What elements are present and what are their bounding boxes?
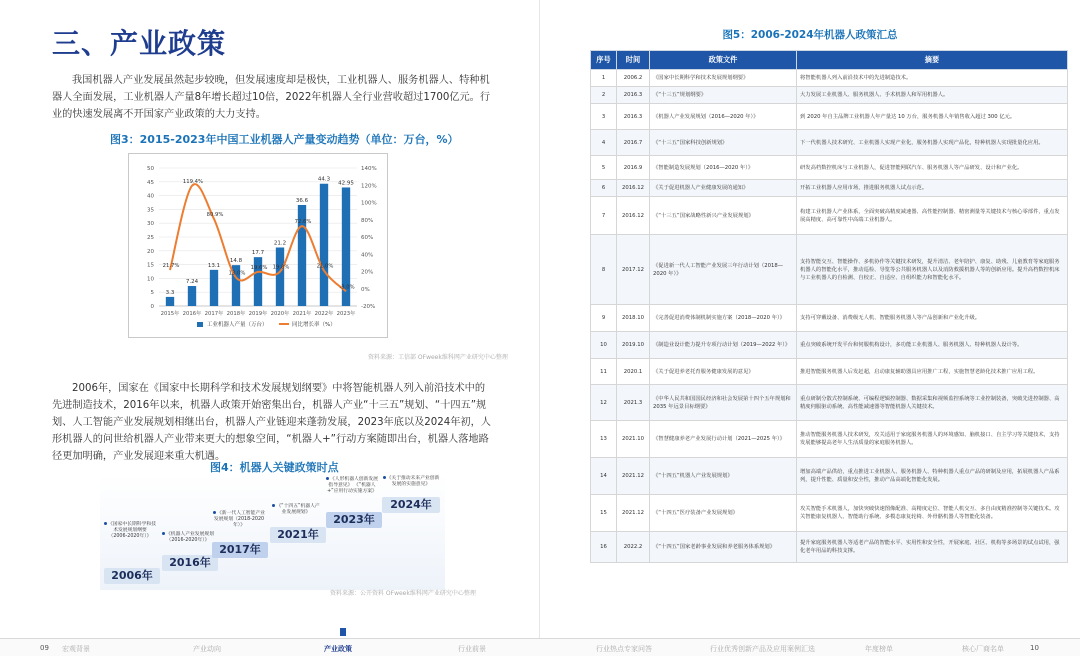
cell-summary: 将智能机器人列入前沿技术中的先进制造技术。 — [797, 70, 1068, 87]
bullet-icon — [213, 511, 216, 514]
bar-value-label: 42.95 — [338, 180, 354, 187]
cell-summary: 重点突破系统开发平台和伺服机构设计，多功能工业机器人、服务机器人、特种机器人设计等。 — [797, 332, 1068, 359]
x-tick-label: 2020年 — [270, 311, 290, 317]
table-row — [591, 87, 1068, 104]
bullet-icon — [272, 504, 275, 507]
cell-summary: 增加高端产品供给，重点推进工业机器人、服务机器人、特种机器人重点产品的研制及应用，拓展机器人产品系列，提升性能、质量和安全性，推动产品高端化智能化发展。 — [797, 458, 1068, 495]
timeline-step: 2017年 — [212, 542, 268, 558]
y-tick-label: 45 — [147, 179, 154, 186]
table-row — [591, 332, 1068, 359]
cell-summary: 大力发展工业机器人、服务机器人、手术机器人和军用机器人。 — [797, 87, 1068, 104]
cell-index: 8 — [591, 235, 617, 305]
footer-item-active[interactable]: 产业政策 — [324, 645, 352, 653]
y-tick-label: 10 — [147, 276, 154, 283]
table-header-row — [591, 51, 1068, 70]
cell-index: 4 — [591, 130, 617, 156]
table-row — [591, 359, 1068, 385]
cell-index: 7 — [591, 197, 617, 235]
cell-index: 9 — [591, 305, 617, 332]
cell-document: 《国家中长期科学和技术发展规划纲要》 — [650, 70, 797, 87]
cell-summary: 提升家庭服务机器人等适老产品的智能水平、实用性和安全性，开展家庭、社区、机构等多场景的试点试用，强化老年用品的科技支撑。 — [797, 532, 1068, 563]
cell-document: 《“十三五”国家科技创新规划》 — [650, 130, 797, 156]
table-row — [591, 104, 1068, 130]
line-value-label: 21.0% — [316, 263, 334, 270]
cell-date: 2021.12 — [617, 495, 650, 532]
table-row — [591, 70, 1068, 87]
timeline-note: 《“十四五”机器人产业发展规划》 — [270, 504, 322, 516]
cell-index: 2 — [591, 87, 617, 104]
table-row — [591, 458, 1068, 495]
cell-summary: 构建工业机器人产业体系，全面突破高精度减速器、高性能控制器、精密测量等关键技术与核心零部件，重点发展高精度、高可靠性中高端工业机器人。 — [797, 197, 1068, 235]
footer-item[interactable]: 宏观背景 — [62, 645, 90, 653]
header-summary: 摘要 — [797, 51, 1068, 70]
cell-index: 11 — [591, 359, 617, 385]
y-tick-label: 40 — [147, 193, 154, 200]
cell-summary: 重点研制分散式控制系统、可编程逻辑控制器、数据采集和视频监控系统等工业控制装备，突破先进控制器、高精度伺服驱动系统、高性能减速器等智能机器人关键技术。 — [797, 385, 1068, 421]
y-tick-label: 35 — [147, 207, 154, 214]
figure4-title: 图4：机器人关键政策时点 — [210, 461, 339, 474]
cell-document: 《促进新一代人工智能产业发展三年行动计划（2018—2020 年）》 — [650, 235, 797, 305]
timeline-step: 2006年 — [104, 568, 160, 584]
cell-document: 《“十四五”国家老龄事业发展和养老服务体系规划》 — [650, 532, 797, 563]
table-row — [591, 235, 1068, 305]
legend-bar-label: 工业机器人产量（万台） — [207, 322, 268, 328]
x-tick-label: 2021年 — [292, 311, 312, 317]
policy-table — [590, 50, 1068, 563]
cell-document: 《中华人民共和国国民经济和社会发展第十四个五年规划和 2035 年远景目标纲要》 — [650, 385, 797, 421]
x-tick-label: 2022年 — [314, 311, 334, 317]
cell-date: 2017.12 — [617, 235, 650, 305]
cell-index: 1 — [591, 70, 617, 87]
table-row — [591, 305, 1068, 332]
line-value-label: 21.7% — [162, 263, 180, 270]
cell-date: 2019.10 — [617, 332, 650, 359]
bar — [166, 297, 174, 306]
cell-date: 2016.12 — [617, 180, 650, 197]
cell-date: 2016.3 — [617, 104, 650, 130]
x-tick-label: 2023年 — [336, 311, 356, 317]
y-tick-label: 50 — [147, 166, 154, 172]
y2-tick-label: 60% — [361, 235, 374, 241]
table-row — [591, 180, 1068, 197]
timeline-note: 《关于推动未来产业创新发展的实施意见》 — [382, 476, 440, 488]
cell-date: 2016.7 — [617, 130, 650, 156]
footer-item[interactable]: 行业前景 — [458, 645, 486, 653]
cell-date: 2020.1 — [617, 359, 650, 385]
cell-document: 《制造业设计能力提升专项行动计划（2019—2022 年）》 — [650, 332, 797, 359]
right-page-number: 10 — [1030, 644, 1039, 652]
cell-summary: 下一代机器人技术研究、工业机器人实现产业化，服务机器人实现产品化，特种机器人实现批量化应用。 — [797, 130, 1068, 156]
timeline-step: 2024年 — [382, 497, 440, 513]
cell-date: 2016.9 — [617, 156, 650, 180]
header-date: 时间 — [617, 51, 650, 70]
table-row — [591, 495, 1068, 532]
x-tick-label: 2017年 — [204, 311, 224, 317]
cell-document: 《智慧健康养老产业发展行动计划（2021—2025 年）》 — [650, 421, 797, 458]
cell-index: 13 — [591, 421, 617, 458]
figure3-title: 图3：2015-2023年中国工业机器人产量变动趋势（单位：万台，%） — [110, 133, 459, 146]
y2-tick-label: 120% — [361, 183, 377, 190]
bullet-icon — [383, 476, 386, 479]
cell-document: 《“十四五”机器人产业发展规划》 — [650, 458, 797, 495]
bar — [320, 184, 328, 306]
table-row — [591, 421, 1068, 458]
cell-index: 15 — [591, 495, 617, 532]
cell-date: 2006.2 — [617, 70, 650, 87]
section-heading: 三、产业政策 — [52, 27, 227, 60]
y2-tick-label: -20% — [361, 304, 376, 310]
cell-date: 2018.10 — [617, 305, 650, 332]
y2-tick-label: 100% — [361, 200, 377, 207]
cell-index: 14 — [591, 458, 617, 495]
cell-document: 《关于促进机器人产业健康发展的通知》 — [650, 180, 797, 197]
y-tick-label: 5 — [150, 290, 154, 297]
cell-summary: 研发高档数控机床与工业机器人，促进智能网联汽车、服务机器人等产品研发、设计和产业化。 — [797, 156, 1068, 180]
y2-tick-label: 20% — [361, 269, 374, 276]
timeline-note: 《国家中长期科学和技术发展规划纲要（2006-2020年）》 — [104, 522, 156, 540]
bullet-icon — [162, 532, 165, 535]
header-document: 政策文件 — [650, 51, 797, 70]
cell-date: 2021.12 — [617, 458, 650, 495]
legend-line-label: 同比增长率（%） — [292, 322, 336, 328]
cell-index: 16 — [591, 532, 617, 563]
bar-value-label: 36.6 — [295, 197, 309, 204]
table-row — [591, 130, 1068, 156]
x-tick-label: 2016年 — [182, 311, 202, 317]
bar-value-label: 14.8 — [229, 258, 243, 265]
table-row — [591, 385, 1068, 421]
bullet-icon — [326, 477, 329, 480]
cell-summary: 推动智能服务机器人技术研发，攻关适用于家庭服务机器人的环境感知、脑机接口、自主学习等关键技术，支持发展能够提高老年人生活质量的家庭服务机器人。 — [797, 421, 1068, 458]
timeline-note: 《人形机器人创新发展指导意见》 《“机器人+”应用行动实施方案》 — [327, 477, 378, 494]
production-chart — [128, 153, 388, 338]
x-tick-label: 2015年 — [160, 311, 180, 317]
cell-summary: 攻关智能手术机器人，加快突破快速图像配准、高精度定位、智能人机交互、多自由度精准控制等关键技术。攻关智能康复机器人、智能助行系统、多模态康复轮椅、外骨骼机器人等智能化装备。 — [797, 495, 1068, 532]
line-value-label: 72.6% — [294, 219, 312, 226]
line-value-label: 19.6% — [250, 264, 268, 271]
table-row — [591, 197, 1068, 235]
y-tick-label: 0 — [150, 304, 154, 310]
timeline-note: 《机器人产业发展规划（2016-2020年）》 — [162, 532, 214, 544]
cell-date: 2016.3 — [617, 87, 650, 104]
footer-item[interactable]: 行业优秀创新产品及应用案例汇选 — [710, 645, 815, 653]
cell-date: 2016.12 — [617, 197, 650, 235]
bar — [276, 247, 284, 306]
bar-value-label: 13.1 — [207, 262, 221, 269]
line-value-label: 13.0% — [228, 270, 246, 277]
footer-item[interactable]: 核心厂商名单 — [962, 645, 1004, 653]
footer-nav — [0, 638, 1080, 656]
footer-item[interactable]: 产业动向 — [193, 645, 221, 653]
cell-document: 《“十三五”国家战略性新兴产业发展规划》 — [650, 197, 797, 235]
intro-paragraph: 我国机器人产业发展虽然起步较晚，但发展速度却是极快，工业机器人、服务机器人、特种机器人全面发展，工业机器人产量8年增长超过10倍，2022年机器人全行业营收超过1700亿元。行业的快速发展离不开国家产业政策的大力支持。 — [52, 75, 491, 120]
legend-bar-swatch — [197, 322, 203, 327]
y2-tick-label: 140% — [361, 166, 377, 172]
active-section-marker — [340, 628, 346, 636]
figure4-source: 资料来源：公开资料 OFweek维科网产业研究中心整理 — [330, 590, 476, 597]
y2-tick-label: 80% — [361, 217, 374, 224]
cell-date: 2021.10 — [617, 421, 650, 458]
line-value-label: 80.9% — [206, 211, 224, 218]
y2-tick-label: 0% — [361, 286, 370, 293]
cell-index: 6 — [591, 180, 617, 197]
line-value-label: 119.4% — [182, 178, 204, 185]
cell-date: 2022.2 — [617, 532, 650, 563]
policy-timeline — [100, 475, 445, 590]
timeline-step: 2023年 — [326, 512, 382, 528]
footer-item[interactable]: 年度榜单 — [865, 645, 893, 653]
figure3-source: 资料来源：工信部 OFweek维科网产业研究中心整理 — [368, 354, 508, 361]
bar-value-label: 44.3 — [317, 176, 331, 183]
right-page — [540, 0, 1080, 656]
timeline-step: 2016年 — [162, 555, 218, 571]
bar-value-label: 21.2 — [273, 240, 287, 247]
cell-document: 《机器人产业发展规划（2016—2020 年）》 — [650, 104, 797, 130]
bullet-icon — [104, 522, 107, 525]
cell-document: 《“十三五”规划纲要》 — [650, 87, 797, 104]
cell-document: 《完善促进消费体制机制实施方案（2018—2020 年）》 — [650, 305, 797, 332]
cell-index: 12 — [591, 385, 617, 421]
cell-summary: 到 2020 年自主品牌工业机器人年产量达 10 万台，服务机器人年销售收入超过 300 亿元。 — [797, 104, 1068, 130]
y-tick-label: 25 — [147, 235, 154, 241]
history-paragraph: 2006年，国家在《国家中长期科学和技术发展规划纲要》中将智能机器人列入前沿技术中的先进制造技术，2016年以来，机器人政策开始密集出台，机器人产业“十三五”规划、“十四五”规划、人工智能产业发展规划相继出台，机器人产业链迎来蓬勃发展，2023年底以及2024年初，人形机器人的问世给机器人产业带来更大的想象空间，“机器人+”行动方案随即出台，机器人落地路径更加明确，产业发展迎来重大机遇。 — [52, 383, 491, 462]
cell-index: 3 — [591, 104, 617, 130]
cell-document: 《关于促进养老托育服务健康发展的意见》 — [650, 359, 797, 385]
cell-index: 10 — [591, 332, 617, 359]
cell-summary: 支持可穿戴设备、消费级无人机、智能服务机器人等产品创新和产业化升级。 — [797, 305, 1068, 332]
timeline-step: 2021年 — [270, 527, 326, 543]
cell-date: 2021.3 — [617, 385, 650, 421]
y-tick-label: 30 — [147, 221, 154, 228]
y-tick-label: 15 — [147, 262, 154, 269]
bar-value-label: 7.24 — [185, 279, 199, 286]
cell-summary: 开拓工业机器人应用市场，推进服务机器人试点示范。 — [797, 180, 1068, 197]
y2-tick-label: 40% — [361, 252, 374, 259]
cell-index: 5 — [591, 156, 617, 180]
cell-document: 《“十四五”医疗装备产业发展规划》 — [650, 495, 797, 532]
x-tick-label: 2018年 — [226, 311, 246, 317]
table-row — [591, 156, 1068, 180]
cell-summary: 推进智能服务机器人后发赶超，启动康复辅助器具应用推广工程，实施智慧老龄化技术推广应用工程。 — [797, 359, 1068, 385]
cell-document: 《智能制造发展规划（2016—2020 年）》 — [650, 156, 797, 180]
timeline-note: 《新一代人工智能产业发展规划（2018-2020年）》 — [213, 511, 265, 528]
cell-summary: 支持智能交互、智能操作、多机协作等关键技术研发，提升清洁、老年陪护、康复、助残、儿童教育等家庭服务机器人的智能化水平，推动巡检、导览等公共服务机器人以及消防救援机器人等的创新应用。提升高档数控机床与工业机器人的自检测、自校正、自适应、自组织能力和智能化水平。 — [797, 235, 1068, 305]
bar — [210, 270, 218, 306]
y-tick-label: 20 — [147, 248, 154, 255]
bar — [188, 286, 196, 306]
production-chart-svg — [129, 154, 389, 339]
x-tick-label: 2019年 — [248, 311, 268, 317]
line-value-label: 19.8% — [272, 264, 290, 271]
table-title: 图5：2006-2024年机器人政策汇总 — [722, 29, 898, 41]
bar-value-label: 17.7 — [251, 250, 265, 257]
line-value-label: -3.0% — [339, 284, 355, 291]
left-page-number: 09 — [40, 644, 49, 652]
table-row — [591, 532, 1068, 563]
footer-item[interactable]: 行业热点专家问答 — [596, 645, 652, 653]
header-index: 序号 — [591, 51, 617, 70]
bar-value-label: 3.3 — [165, 289, 175, 296]
